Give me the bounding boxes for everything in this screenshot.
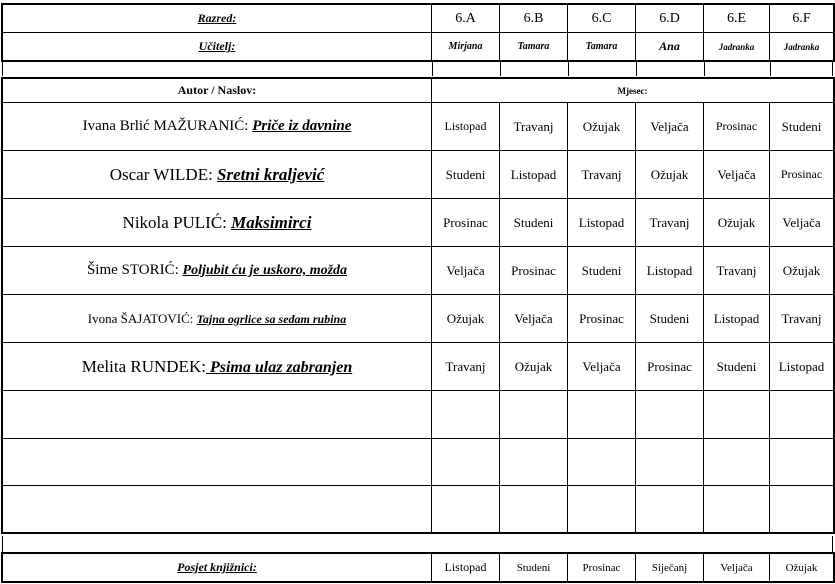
teacher-6e: Jadranka bbox=[704, 33, 770, 61]
empty-cell bbox=[704, 391, 770, 439]
empty-cell bbox=[770, 439, 834, 486]
author-title-cell bbox=[3, 199, 432, 247]
month-cell: Prosinac bbox=[770, 151, 834, 199]
author-title-cell bbox=[3, 295, 432, 343]
month-cell: Studeni bbox=[432, 151, 500, 199]
empty-cell bbox=[770, 391, 834, 439]
empty-cell bbox=[500, 486, 568, 533]
month-cell: Veljača bbox=[770, 199, 834, 247]
class-6a: 6.A bbox=[432, 5, 500, 33]
empty-row bbox=[3, 391, 834, 439]
razred-label: Razred: bbox=[3, 5, 432, 33]
month-cell: Studeni bbox=[568, 247, 636, 295]
library-visit-label: Posjet knjižnici: bbox=[3, 554, 432, 582]
month-cell: Listopad bbox=[770, 343, 834, 391]
month-cell: Travanj bbox=[704, 247, 770, 295]
visit-month-cell: Studeni bbox=[500, 554, 568, 582]
empty-cell bbox=[432, 439, 500, 486]
empty-row bbox=[3, 439, 834, 486]
month-cell: Ožujak bbox=[770, 247, 834, 295]
month-header: Mjesec: bbox=[432, 79, 834, 103]
visit-month-cell: Veljača bbox=[704, 554, 770, 582]
empty-cell bbox=[636, 486, 704, 533]
table-row bbox=[3, 247, 834, 295]
month-cell: Studeni bbox=[704, 343, 770, 391]
month-cell: Ožujak bbox=[568, 103, 636, 151]
author-title-header: Autor / Naslov: bbox=[3, 79, 432, 103]
month-cell: Veljača bbox=[704, 151, 770, 199]
month-cell: Listopad bbox=[432, 103, 500, 151]
empty-cell bbox=[3, 391, 432, 439]
author-title-cell bbox=[3, 151, 432, 199]
empty-cell bbox=[568, 391, 636, 439]
month-cell: Veljača bbox=[432, 247, 500, 295]
class-6d: 6.D bbox=[636, 5, 704, 33]
month-cell: Travanj bbox=[636, 199, 704, 247]
book-title: Poljubit ću je uskoro, možda bbox=[182, 263, 348, 278]
month-cell: Prosinac bbox=[704, 103, 770, 151]
empty-cell bbox=[3, 439, 432, 486]
teacher-6c: Tamara bbox=[568, 33, 636, 61]
book-title: Maksimirci bbox=[231, 212, 312, 232]
author-name: Ivona ŠAJATOVIĆ: bbox=[87, 310, 197, 326]
empty-cell bbox=[636, 391, 704, 439]
month-cell: Travanj bbox=[432, 343, 500, 391]
month-cell: Veljača bbox=[636, 103, 704, 151]
month-cell: Prosinac bbox=[432, 199, 500, 247]
month-cell: Studeni bbox=[636, 295, 704, 343]
month-cell: Listopad bbox=[500, 151, 568, 199]
author-title-cell bbox=[3, 103, 432, 151]
author-title-cell bbox=[3, 343, 432, 391]
month-cell: Veljača bbox=[500, 295, 568, 343]
month-cell: Ožujak bbox=[500, 343, 568, 391]
empty-cell bbox=[636, 439, 704, 486]
teacher-6a: Mirjana bbox=[432, 33, 500, 61]
month-cell: Prosinac bbox=[568, 295, 636, 343]
month-cell: Veljača bbox=[568, 343, 636, 391]
month-cell: Listopad bbox=[636, 247, 704, 295]
reading-schedule-table bbox=[2, 78, 834, 533]
book-title: Tajna ogrlice sa sedam rubina bbox=[196, 311, 347, 326]
class-6c: 6.C bbox=[568, 5, 636, 33]
empty-cell bbox=[568, 486, 636, 533]
author-name: Oscar WILDE: bbox=[109, 164, 218, 184]
book-title: Sretni kraljević bbox=[217, 164, 325, 184]
month-cell: Prosinac bbox=[500, 247, 568, 295]
empty-cell bbox=[500, 391, 568, 439]
spacer-row-top bbox=[2, 62, 833, 76]
visit-month-cell: Prosinac bbox=[568, 554, 636, 582]
author-title-cell bbox=[3, 247, 432, 295]
class-6e: 6.E bbox=[704, 5, 770, 33]
empty-cell bbox=[704, 486, 770, 533]
table-row bbox=[3, 199, 834, 247]
author-name: Nikola PULIĆ: bbox=[122, 212, 232, 232]
teacher-6d: Ana bbox=[636, 33, 704, 61]
empty-cell bbox=[704, 439, 770, 486]
month-cell: Ožujak bbox=[636, 151, 704, 199]
visit-month-cell: Ožujak bbox=[770, 554, 834, 582]
author-name: Šime STORIĆ: bbox=[86, 262, 183, 278]
book-title: Psima ulaz zabranjen bbox=[205, 358, 353, 376]
author-name: Ivana Brlić MAŽURANIĆ: bbox=[82, 118, 253, 134]
month-cell: Travanj bbox=[770, 295, 834, 343]
library-visit-table bbox=[2, 553, 834, 582]
spacer-row-bottom bbox=[2, 536, 833, 552]
teacher-6f: Jadranka bbox=[770, 33, 834, 61]
empty-row bbox=[3, 486, 834, 533]
month-cell: Listopad bbox=[704, 295, 770, 343]
book-title: Priče iz davnine bbox=[252, 118, 352, 134]
month-cell: Studeni bbox=[500, 199, 568, 247]
empty-cell bbox=[568, 439, 636, 486]
month-cell: Prosinac bbox=[636, 343, 704, 391]
table-row bbox=[3, 343, 834, 391]
visit-month-cell: Listopad bbox=[432, 554, 500, 582]
empty-cell bbox=[432, 391, 500, 439]
author-name: Melita RUNDEK: bbox=[81, 356, 206, 376]
month-cell: Ožujak bbox=[704, 199, 770, 247]
month-cell: Travanj bbox=[500, 103, 568, 151]
teacher-6b: Tamara bbox=[500, 33, 568, 61]
month-cell: Ožujak bbox=[432, 295, 500, 343]
month-cell: Travanj bbox=[568, 151, 636, 199]
empty-cell bbox=[432, 486, 500, 533]
class-6b: 6.B bbox=[500, 5, 568, 33]
table-row bbox=[3, 295, 834, 343]
empty-cell bbox=[3, 486, 432, 533]
month-cell: Studeni bbox=[770, 103, 834, 151]
class-header-table bbox=[2, 4, 834, 61]
ucitelj-label: Učitelj: bbox=[3, 33, 432, 61]
month-cell: Listopad bbox=[568, 199, 636, 247]
table-row bbox=[3, 103, 834, 151]
empty-cell bbox=[770, 486, 834, 533]
empty-cell bbox=[500, 439, 568, 486]
table-row bbox=[3, 151, 834, 199]
class-6f: 6.F bbox=[770, 5, 834, 33]
visit-month-cell: Siječanj bbox=[636, 554, 704, 582]
